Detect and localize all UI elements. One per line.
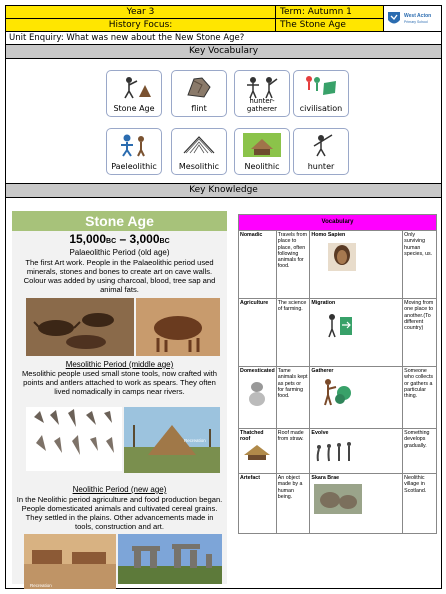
vocab-definition: Roof made from straw. (276, 429, 310, 474)
vocab-term-with-image (310, 474, 403, 534)
paeleolithic-icon (115, 133, 153, 157)
vocab-card-label: civilisation (299, 104, 343, 113)
stone-age-icon (115, 75, 153, 99)
key-vocabulary-panel (6, 59, 441, 184)
school-crest-icon (387, 11, 401, 27)
vocab-card-mesolithic (171, 128, 227, 175)
vocab-definition: Only surviving human species, us. (403, 231, 437, 299)
vocab-term-with-image (239, 367, 277, 429)
vocab-term: Evolve (311, 430, 329, 436)
vocabulary-table-title: Vocabulary (239, 215, 437, 231)
mesolithic-title: Mesolithic Period (middle age) (65, 360, 174, 369)
skara-brae-image (314, 484, 362, 514)
vocab-term-with-image (310, 367, 403, 429)
vocab-term: Thatched roof (240, 430, 264, 443)
vocab-card-flint (171, 70, 227, 117)
key-vocabulary-heading: Key Vocabulary (6, 45, 441, 59)
vocab-card-neolithic (234, 128, 290, 175)
recreation-caption: Recreation (30, 583, 52, 588)
vocab-card-label: Paeleolithic (111, 162, 157, 171)
year-label: Year 3 (6, 6, 276, 18)
history-focus-label: History Focus: (6, 19, 276, 31)
flint-icon (180, 75, 218, 99)
vocab-card-label: hunter (307, 162, 335, 171)
table-row (239, 231, 437, 299)
school-subtitle: Primary School (404, 20, 428, 24)
unit-enquiry: Unit Enquiry: What was new about the New Stone Age? (6, 32, 441, 45)
topic-label: The Stone Age (276, 19, 384, 31)
stone-tools-image (26, 407, 122, 471)
mesolithic-text: Mesolithic people used small stone tools, now crafted with points and antlers attached to work as spears. They often lived nomadically in camps near rivers. (21, 369, 217, 396)
domesticated-animals-icon (245, 379, 269, 407)
vocab-card-label: Mesolithic (178, 162, 220, 171)
vocab-definition: Moving from one place to another.(To different country) (403, 299, 437, 367)
palaeolithic-text: The first Art work. People in the Palaeolithic period used minerals, stones and bones to create art on cave walls. Colour was added by using charcoal, blood, tree sap and animal fats. (23, 258, 216, 294)
mesolithic-icon (180, 133, 218, 157)
term-label: Term: Autumn 1 (276, 6, 384, 18)
neolithic-icon (243, 133, 281, 157)
cave-art-image (136, 298, 220, 356)
vocab-definition: The science of farming. (276, 299, 310, 367)
stone-age-title: Stone Age (12, 211, 227, 231)
stone-age-dates: 15,000BC – 3,000BC (69, 232, 170, 246)
vocab-definition: Something develops gradually. (403, 429, 437, 474)
neolithic-text: In the Neolithic period agriculture and food production began. People domesticated animals and cultivated cereal grains. They settled in the plains. Other advancements made in tools, construction and art. (16, 495, 223, 531)
vocab-card-label: Stone Age (113, 104, 155, 113)
vocab-definition: Neolithic village in Scotland. (403, 474, 437, 534)
vocab-definition: Tame animals kept as pets or for farming food. (276, 367, 310, 429)
vocab-definition: Someone who collects or gathers a particular thing. (403, 367, 437, 429)
vocab-term-with-image (310, 429, 403, 474)
neolithic-title: Neolithic Period (new age) (72, 485, 167, 494)
vocab-card-label: Neolithic (244, 162, 280, 171)
school-logo (384, 6, 441, 32)
key-knowledge-heading: Key Knowledge (6, 184, 441, 198)
vocab-term: Domesticated (240, 368, 275, 374)
evolution-icon (314, 441, 354, 463)
vocab-term-with-image (310, 231, 403, 299)
vocab-term: Migration (311, 300, 336, 306)
vocab-card-paeleolithic (106, 128, 162, 175)
vocab-term: Agriculture (239, 299, 277, 367)
table-row (239, 367, 437, 429)
thatched-roof-image (242, 443, 272, 461)
header-row-2 (6, 19, 441, 32)
recreation-caption: Recreation (184, 438, 206, 443)
vocab-term: Gatherer (311, 368, 334, 374)
stone-age-panel (12, 211, 227, 588)
vocab-card-hunter-gatherer (234, 70, 290, 117)
hunter-gatherer-icon (243, 75, 281, 99)
vocab-card-stone-age (106, 70, 162, 117)
vocab-card-civilisation (293, 70, 349, 117)
civilisation-icon (302, 75, 340, 99)
school-name: West Acton (404, 13, 432, 19)
vocab-term: Nomadic (239, 231, 277, 299)
vocab-term: Artefact (239, 474, 277, 534)
vocab-term: Homo Sapien (311, 232, 346, 238)
header-row-1 (6, 6, 441, 19)
vocab-card-label: hunter-gatherer (246, 97, 278, 113)
neolithic-village-image (24, 534, 116, 589)
migration-icon (324, 311, 354, 339)
stonehenge-image (118, 534, 222, 584)
homo-sapien-image (328, 243, 356, 271)
hunter-icon (302, 133, 340, 157)
vocab-definition: An object made by a human being. (276, 474, 310, 534)
palaeolithic-title: Palaeolithic Period (old age) (69, 248, 170, 257)
table-row (239, 429, 437, 474)
vocab-definition: Travels from place to place, often following animals for food. (276, 231, 310, 299)
gatherer-icon (320, 377, 352, 407)
vocab-term: Skara Brae (311, 475, 340, 481)
knowledge-organiser (5, 5, 442, 589)
vocab-card-hunter (293, 128, 349, 175)
vocabulary-table (238, 214, 437, 534)
vocab-term-with-image (239, 429, 277, 474)
vocab-card-label: flint (191, 104, 207, 113)
vocab-term-with-image (310, 299, 403, 367)
cave-painting-image (26, 298, 134, 356)
table-row (239, 474, 437, 534)
table-row (239, 299, 437, 367)
